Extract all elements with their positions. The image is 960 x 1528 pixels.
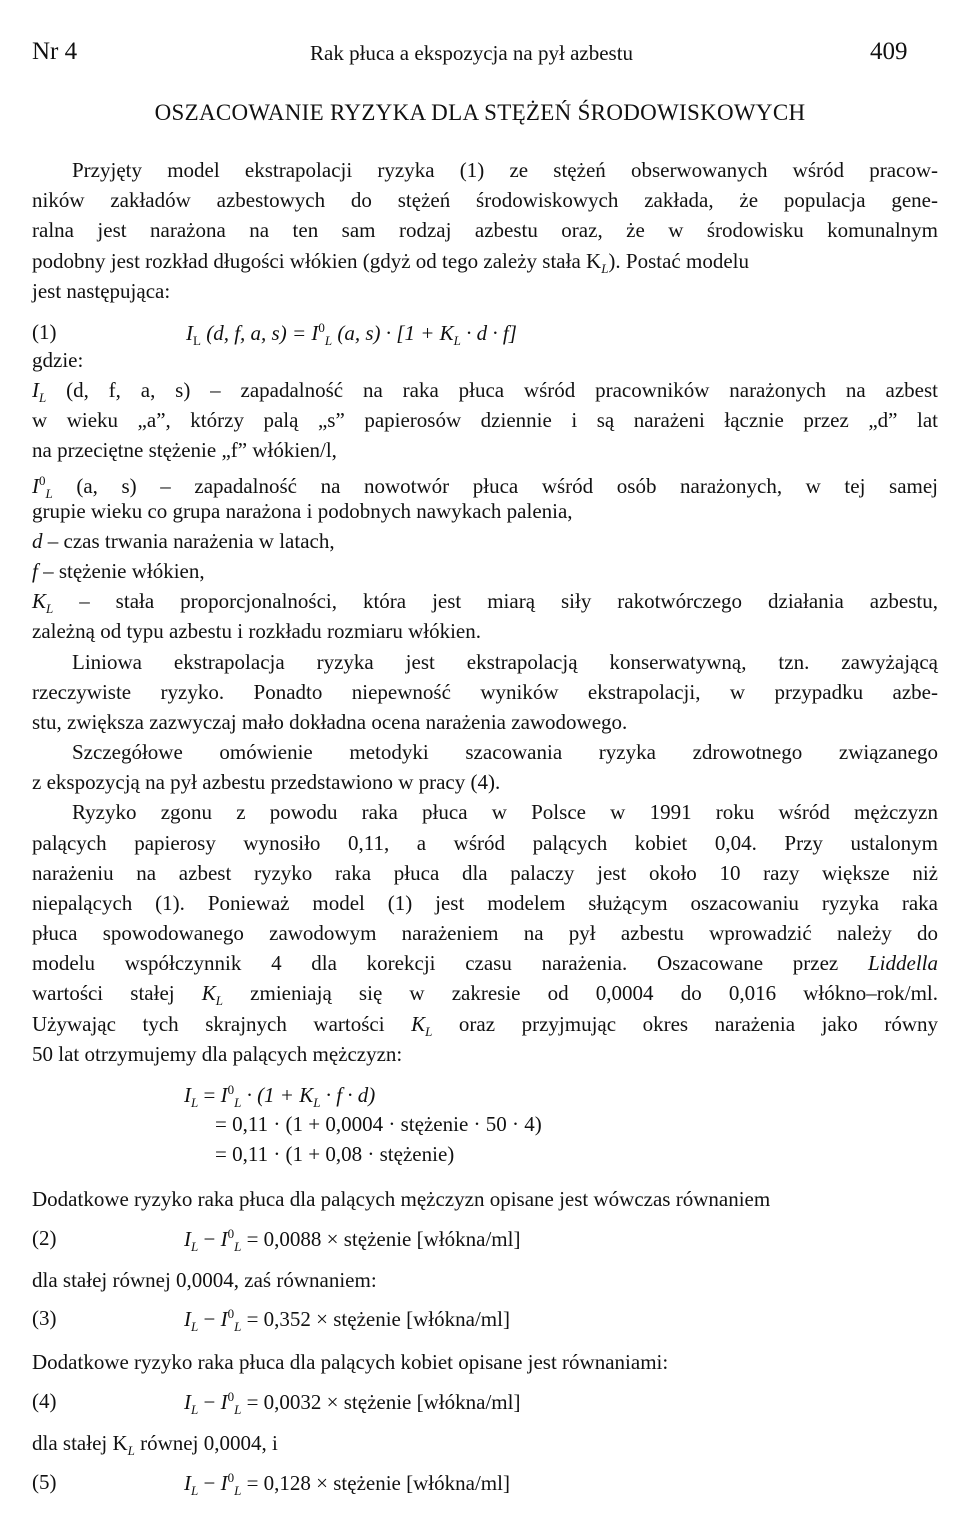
equation-2: $I_L - I^0_L = 0,0088$ × stężenie [włókna/ml] [184,1226,521,1255]
body-line: modelu współczynnik 4 dla korekcji czasu narażenia. Oszacowane przez Liddella [32,951,938,975]
body-line: Używając tych skrajnych wartości $K_L$ oraz przyjmując okres narażenia jako równy [32,1012,939,1040]
body-line: jest następująca: [32,279,171,303]
equation-number: (1) [32,320,57,344]
calc-line-3: = 0,11 · (1 + 0,08 · stężenie) [215,1142,455,1166]
calc-line-1: $I_L = I^0_L \cdot (1 + K_L \cdot f \cdot d)$ [184,1082,376,1111]
body-line: Szczegółowe omówienie metodyki szacowania ryzyka zdrowotnego związanego [72,740,938,764]
body-line: 50 lat otrzymujemy dla palących mężczyzn: [32,1042,403,1066]
definition-line: $I_L$ (d, f, a, s) – zapadalność na raka płuca wśród pracowników narażonych na azbest [32,378,938,406]
body-line: podobny jest rozkład długości włókien (gdyż od tego zależy stała $K_L$). Postać modelu [32,249,749,277]
body-line: stu, zwiększa zazwyczaj mało dokładna ocena narażenia zawodowego. [32,710,628,734]
definition-line: $K_L$ – stała proporcjonalności, która jest miarą siły rakotwórczego działania azbestu, [32,589,938,617]
equation-3: $I_L - I^0_L = 0,352$ × stężenie [włókna/ml] [184,1306,510,1335]
body-line: ralna jest narażona na ten sam rodzaj azbestu oraz, że w środowisku komunalnym [32,218,938,242]
body-line: wartości stałej $K_L$ zmieniają się w zakresie od 0,0004 do 0,016 włókno–rok/ml. [32,981,938,1009]
equation-number: (3) [32,1306,57,1330]
body-line: Ryzyko zgonu z powodu raka płuca w Polsce w 1991 roku wśród mężczyzn [72,800,938,824]
equation-number: (4) [32,1389,57,1413]
body-line: płuca spowodowanego zawodowym narażeniem na pył azbestu wprowadzić należy do [32,921,938,945]
body-line: palących papierosy wynosiło 0,11, a wśród palących kobiet 0,04. Przy ustalonym [32,831,938,855]
equation-5: $I_L - I^0_L = 0,128$ × stężenie [włókna/ml] [184,1470,510,1499]
body-line: narażeniu na azbest ryzyko raka płuca dla palaczy jest około 10 razy większe niż [32,861,938,885]
running-title: Rak płuca a ekspozycja na pył azbestu [310,41,634,65]
body-line: dla stałej równej 0,0004, zaś równaniem: [32,1268,377,1292]
equation-1: $I_L$ (d, f, a, $s) = I^0_L$ (a, $s) \cdot [1 + K_L \cdot d \cdot f]$ [186,320,517,349]
definition-line: na przeciętne stężenie „f” włókien/l, [32,438,337,462]
body-line: ników zakładów azbestowych do stężeń środowiskowych zakłada, że populacja gene- [32,188,938,212]
definition-line: w wieku „a”, którzy palą „s” papierosów dziennie i są narażeni łącznie przez „d” lat [32,408,938,432]
definition-line: grupie wieku co grupa narażona i podobnych nawykach palenia, [32,499,573,523]
definition-line: $I^0_L$ (a, s) – zapadalność na nowotwór płuca wśród osób narażonych, w tej samej [32,473,939,502]
calc-line-2: = 0,11 · (1 + 0,0004 · stężenie · 50 · 4) [215,1112,542,1136]
body-line: rzeczywiste ryzyko. Ponadto niepewność wyników ekstrapolacji, w przypadku azbe- [32,680,938,704]
body-line: z ekspozycją na pył azbestu przedstawiono w pracy (4). [32,770,501,794]
definition-line: f – stężenie włókien, [32,559,205,583]
body-line: Dodatkowe ryzyko raka płuca dla palących mężczyzn opisane jest wówczas równaniem [32,1187,771,1211]
body-line: dla stałej $K_L$ równej 0,0004, i [32,1431,278,1459]
equation-number: (2) [32,1226,57,1250]
body-line: Przyjęty model ekstrapolacji ryzyka (1) ze stężeń obserwowanych wśród pracow- [72,158,938,182]
definition-line: zależną od typu azbestu i rozkładu rozmiaru włókien. [32,619,481,643]
where-label: gdzie: [32,348,84,372]
body-line: Liniowa ekstrapolacja ryzyka jest ekstrapolacją konserwatywną, tzn. zawyżającą [72,650,938,674]
equation-number: (5) [32,1470,57,1494]
body-line: Dodatkowe ryzyko raka płuca dla palących kobiet opisane jest równaniami: [32,1350,669,1374]
page-number: 409 [870,38,908,65]
journal-issue: Nr 4 [32,38,78,65]
section-title: OSZACOWANIE RYZYKA DLA STĘŻEŃ ŚRODOWISKOWYCH [154,100,806,125]
definition-line: d – czas trwania narażenia w latach, [32,529,335,553]
equation-4: $I_L - I^0_L = 0,0032$ × stężenie [włókna/ml] [184,1389,521,1418]
body-line: niepalących (1). Ponieważ model (1) jest modelem służącym oszacowaniu ryzyka raka [32,891,938,915]
